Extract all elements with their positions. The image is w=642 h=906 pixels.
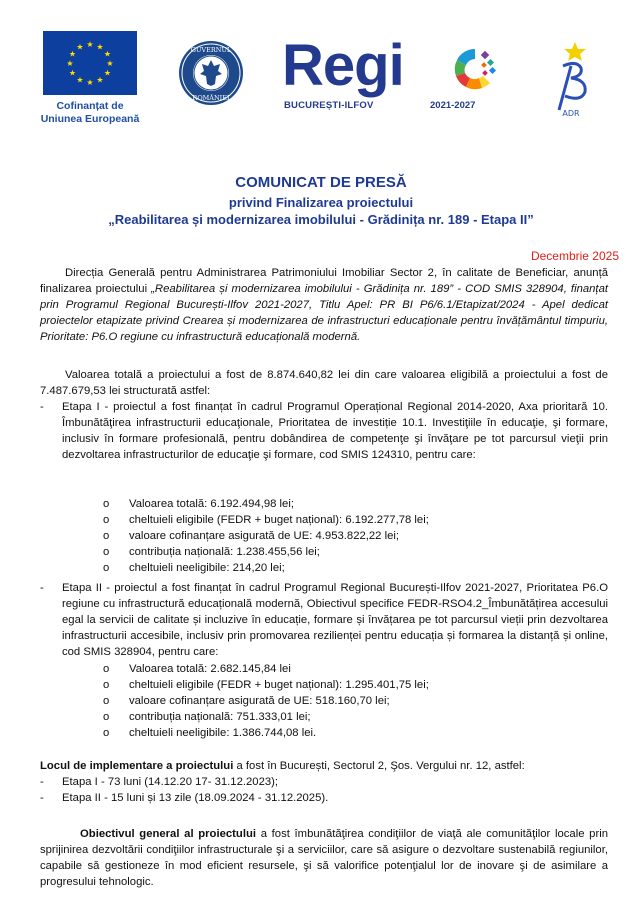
svg-text:★: ★ <box>68 68 77 78</box>
list-item: o valoare cofinanțare asigurată de UE: 4.953.822,22 lei; <box>103 530 400 543</box>
intro-paragraph: Direcția Generală pentru Administrarea Patrimoniului Imobiliar Sector 2, în calitate de Beneficiar, anunță finalizarea proiectului „Reabilitarea și modernizarea imobilului - Grădinița nr. 189” - COD SMIS 328904, finanțat prin Programul Regional București-Ilfov 2021-2027, Titlu Apel: PR BI P6/6.1/Etapizat/2024 - Apel dedicat proiectelor etapizate privind Crearea și modernizarea de infrastructuri educaționale pentru învățământul timpuriu, Prioritate: P6.O regiune cu infrastructură educațională modernă. <box>40 267 608 344</box>
project-title: „Reabilitarea și modernizarea imobilului - Grădinița nr. 189 - Etapa II” <box>108 212 534 227</box>
adr-logo-icon <box>545 40 595 118</box>
total-value-paragraph: Valoarea totală a proiectului a fost de 8.874.640,82 lei din care valoarea eligibilă a proiectului a fost de 7.487.679,53 lei structurată astfel: <box>40 369 608 398</box>
intro-project-details: „Reabilitarea și modernizarea imobilului - Grădinița nr. 189” - COD SMIS 328904, finanțat prin Programul Regional București-Ilfov 2021-2027, Titlu Apel: PR BI P6/6.1/Etapizat/2024 - Apel dedicat proiectelor etapizate privind Crearea și modernizarea de infrastructuri educaționale pentru învățământul timpuriu, Prioritate: P6.O regiune cu infrastructură educațională modernă. <box>40 283 608 344</box>
stage1-description: Etapa I - proiectul a fost finanțat în cadrul Programul Operațional Regional 2014-2020, Axa prioritară 10. Îmbunătăţirea infrastructurii educaţionale, Prioritatea de investiție 10.1. Investiţiile în educaţie, şi formare, inclusiv în formare profesională, pentru dobândirea de competenţe şi învăţare pe tot parcursul vieţii prin dezvoltarea infrastructurilor de educaţie şi formare, cod SMIS 124310, pentru care: <box>62 401 608 462</box>
list-item: o contribuția națională: 751.333,01 lei; <box>103 711 311 724</box>
regio-wordmark: Regi <box>282 33 404 98</box>
svg-text:★: ★ <box>76 75 84 85</box>
svg-text:★: ★ <box>96 75 104 85</box>
stage1-item: - Etapa I - proiectul a fost finanțat în cadrul Programul Operațional Regional 2014-2020, Axa prioritară 10. Îmbunătăţirea infrastructurii educaţionale, Prioritatea de investiție 10.1. Investiţiile în educaţie, şi formare, inclusiv în formare profesională, pentru dobândirea de competenţe şi învăţare pe tot parcursul vieţii prin dezvoltarea infrastructurilor de educaţie şi formare, cod SMIS 124310, pentru care: <box>40 401 608 462</box>
objective-paragraph: Obiectivul general al proiectului a fost îmbunătăţirea condiţiilor de viaţă ale comunităţilor locale prin sprijinirea dezvoltării condiţiilor infrastructurale şi a serviciilor, care să asigure o dezvoltare sustenabilă regiunilor, capabile să gestioneze în mod eficient resursele, şi să valorifice potenţialul lor de inovare şi de asimilare a progresului tehnologic. <box>40 828 608 889</box>
list-item: o Valoarea totală: 2.682.145,84 lei <box>103 663 291 675</box>
svg-text:★: ★ <box>103 68 112 78</box>
eu-stars-icon <box>43 31 137 95</box>
regio-period-label: 2021-2027 <box>430 100 476 111</box>
regio-region-label: BUCUREȘTI-ILFOV <box>284 100 374 111</box>
list-item: o cheltuieli neeligibile: 1.386.744,08 lei. <box>103 727 317 740</box>
eu-flag-icon <box>43 31 137 95</box>
svg-text:★: ★ <box>76 42 84 52</box>
svg-text:★: ★ <box>86 40 94 49</box>
svg-text:ROMÂNIEI: ROMÂNIEI <box>192 94 230 102</box>
list-item: o valoare cofinanțare asigurată de UE: 518.160,70 lei; <box>103 695 390 708</box>
location-paragraph: Locul de implementare a proiectului a fost în București, Sectorul 2, Şos. Vergului nr. 12, astfel: <box>40 760 525 772</box>
stage2-item: - Etapa II - proiectul a fost finanțat în cadrul Programul Regional București-Ilfov 2021-2027, Prioritatea P6.O regiune cu infrastructură educațională modernă, Obiectivul specifice FEDR-RSO4.2_Îmbunătățirea accesului egal la servicii de calitate și incluzive în educație, formare și învățarea pe tot parcursul vieții prin dezvoltarea infrastructurii accesibile, inclusiv prin promovarea rezilienței pentru educația și formarea la distanță și online, cod SMIS 328904, pentru care: <box>40 582 608 659</box>
svg-text:★: ★ <box>86 78 94 87</box>
svg-text:★: ★ <box>103 49 112 59</box>
list-item: o cheltuieli neeligibile: 214,20 lei; <box>103 562 285 575</box>
svg-text:★: ★ <box>96 42 104 52</box>
list-item: o cheltuieli eligibile (FEDR + buget național): 1.295.401,75 lei; <box>103 679 429 692</box>
svg-text:★: ★ <box>68 49 77 59</box>
stage2-description: Etapa II - proiectul a fost finanțat în cadrul Programul Regional București-Ilfov 2021-2027, Prioritatea P6.O regiune cu infrastructură educațională modernă, Obiectivul specifice FEDR-RSO4.2_Îmbunătățirea accesului egal la servicii de calitate și incluzive în educație, formare și învățarea pe tot parcursul vieții prin dezvoltarea infrastructurii accesibile, inclusiv prin promovarea rezilienței pentru educația și formarea la distanță și online, cod SMIS 328904, pentru care: <box>62 582 608 659</box>
eu-cofinancing-caption: Cofinanțat de Uniunea Europeană <box>40 100 140 125</box>
list-item: o cheltuieli eligibile (FEDR + buget național): 6.192.277,78 lei; <box>103 514 429 527</box>
svg-text:★: ★ <box>106 59 114 68</box>
stage1-breakdown-list <box>103 496 429 576</box>
list-item: o contribuția națională: 1.238.455,56 lei; <box>103 546 320 559</box>
location-stage1: - Etapa I - 73 luni (14.12.20 17- 31.12.2023); <box>40 776 279 788</box>
regio-logo <box>280 33 500 115</box>
regio-color-ring-icon <box>452 46 498 92</box>
page-title: COMUNICAT DE PRESĂ <box>235 174 407 191</box>
list-item: o Valoarea totală: 6.192.494,98 lei; <box>103 498 294 510</box>
stage2-breakdown-list <box>103 661 429 741</box>
page-subtitle: privind Finalizarea proiectului <box>228 195 414 210</box>
svg-text:★: ★ <box>66 59 74 68</box>
svg-text:ADR: ADR <box>562 109 580 118</box>
logo-header <box>0 0 642 140</box>
location-stage2: - Etapa II - 15 luni și 13 zile (18.09.2024 - 31.12.2025). <box>40 792 329 804</box>
svg-text:GUVERNUL: GUVERNUL <box>190 46 232 54</box>
release-date: Decembrie 2025 <box>530 249 619 263</box>
romanian-government-seal-icon <box>178 40 244 106</box>
